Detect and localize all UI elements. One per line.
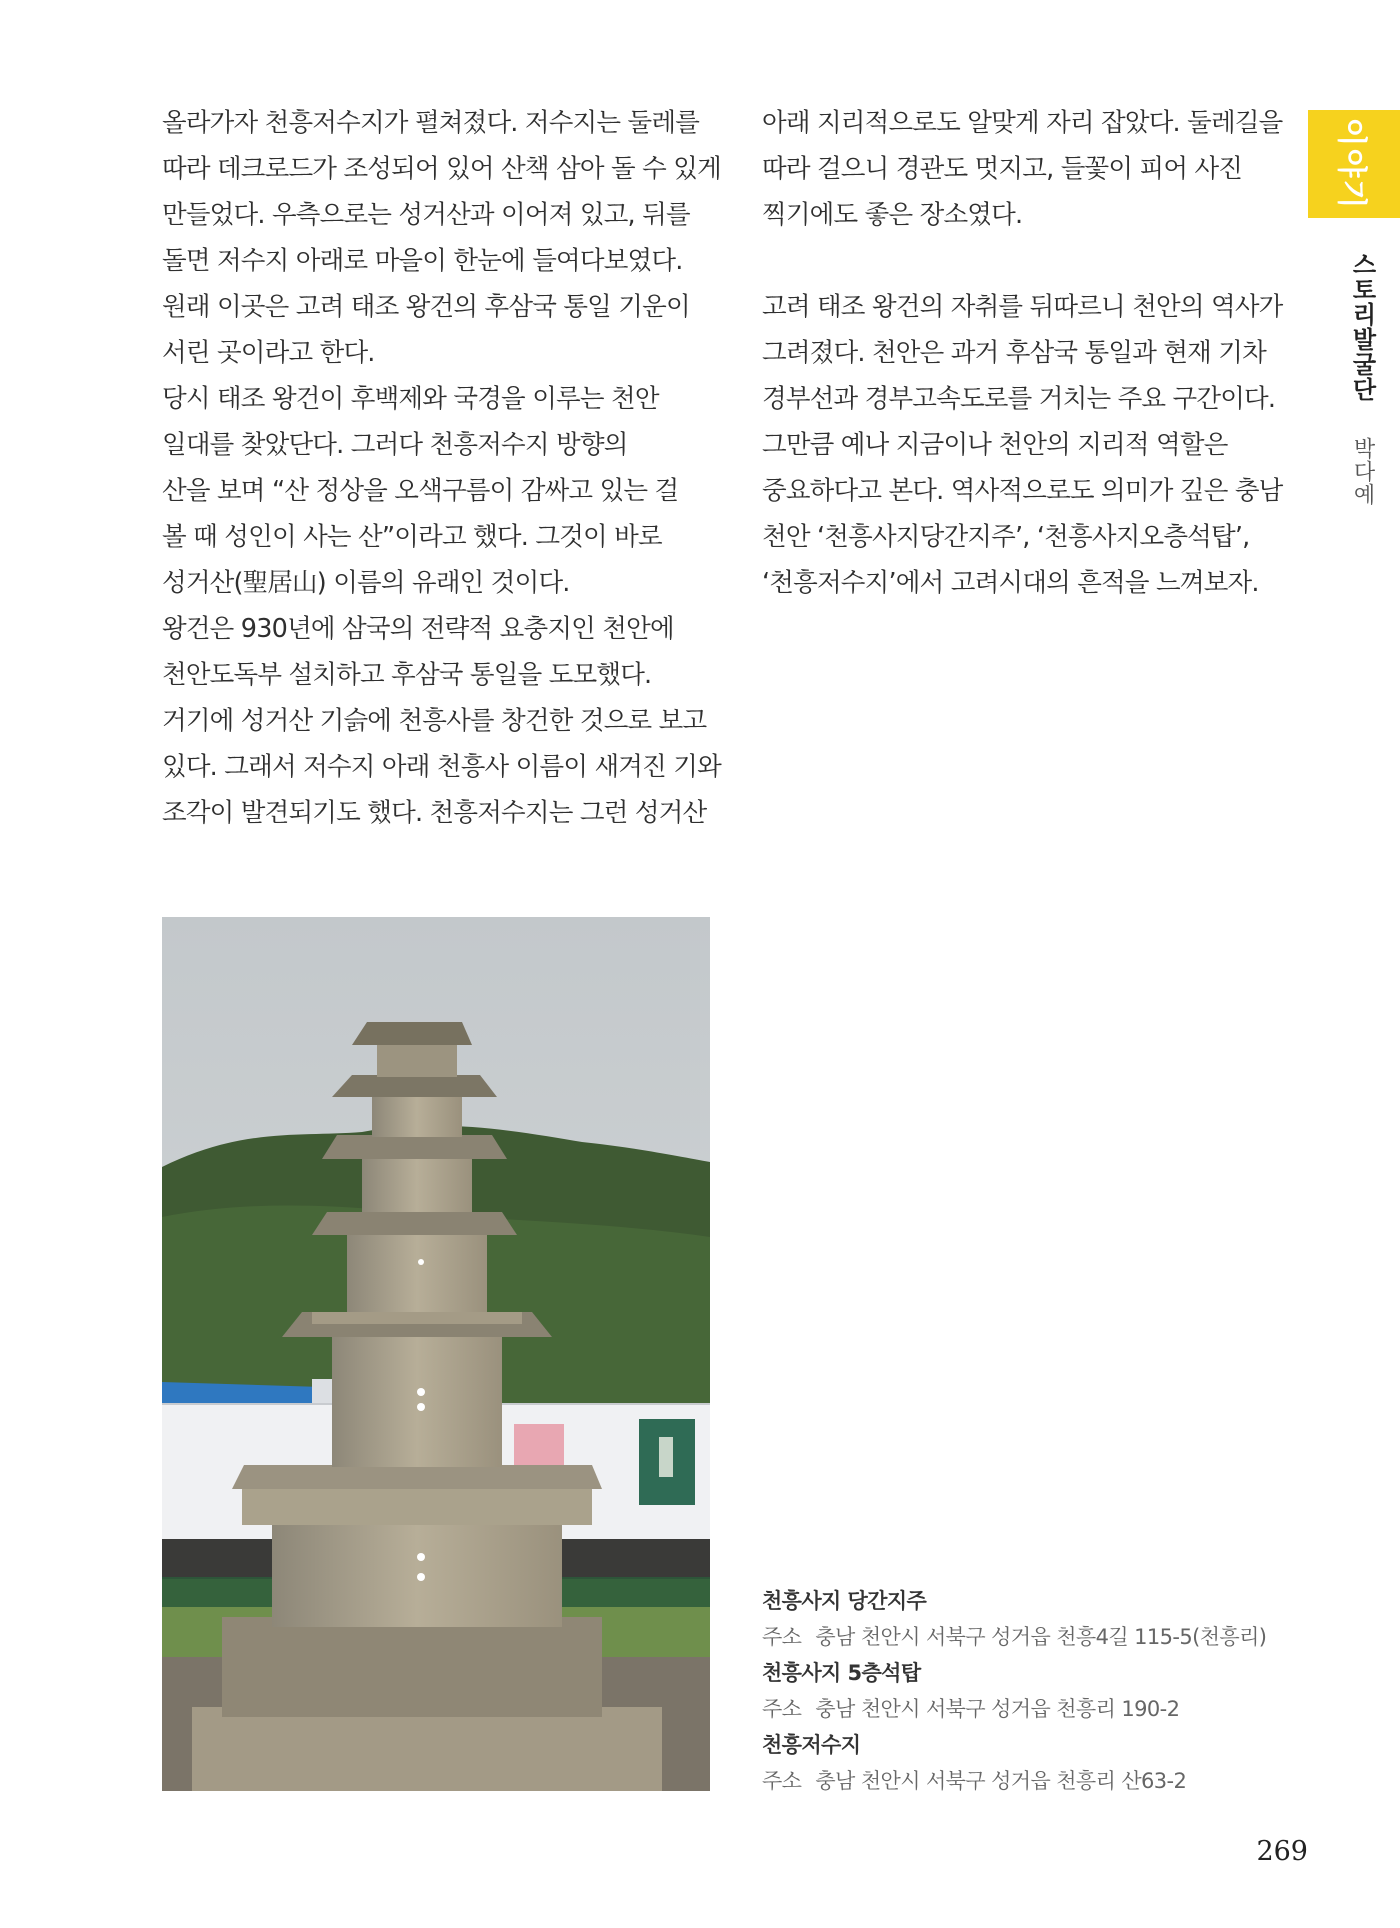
paragraph-gap (762, 238, 1282, 284)
address-label: 주소 (762, 1625, 802, 1649)
pagoda-base (192, 1707, 662, 1791)
place-address (762, 1763, 1322, 1799)
author-name: 박다예 (1350, 436, 1375, 506)
text-line: 천안 ‘천흥사지당간지주’, ‘천흥사지오층석탑’, (762, 522, 1250, 552)
section-side-label (1330, 252, 1380, 506)
left-text-column (162, 100, 722, 836)
text-line: 원래 이곳은 고려 태조 왕건의 후삼국 통일 기운이 (162, 292, 690, 322)
text-line: 있다. 그래서 저수지 아래 천흥사 이름이 새겨진 기와 (162, 752, 721, 782)
text-line: 산을 보며 “산 정상을 오색구름이 감싸고 있는 걸 (162, 476, 679, 506)
place-name: 천흥사지 당간지주 (762, 1589, 927, 1613)
address-label: 주소 (762, 1769, 802, 1793)
text-line: 그려졌다. 천안은 과거 후삼국 통일과 현재 기차 (762, 338, 1266, 368)
address-value: 충남 천안시 서북구 성거읍 천흥4길 115-5(천흥리) (815, 1625, 1267, 1649)
right-text-column (762, 100, 1282, 606)
place-name: 천흥사지 5층석탑 (762, 1661, 921, 1685)
site-info (762, 1583, 1322, 1799)
text-line: 만들었다. 우측으로는 성거산과 이어져 있고, 뒤를 (162, 200, 690, 230)
text-line: 고려 태조 왕건의 자취를 뒤따르니 천안의 역사가 (762, 292, 1283, 322)
place-address (762, 1691, 1322, 1727)
text-line: 아래 지리적으로도 알맞게 자리 잡았다. 둘레길을 (762, 108, 1283, 138)
address-value: 충남 천안시 서북구 성거읍 천흥리 산63-2 (815, 1769, 1187, 1793)
text-line: 볼 때 성인이 사는 산”이라고 했다. 그것이 바로 (162, 522, 662, 552)
text-line: 따라 걸으니 경관도 멋지고, 들꽃이 피어 사진 (762, 154, 1243, 184)
section-tab (1308, 110, 1400, 218)
text-line: ‘천흥저수지’에서 고려시대의 흔적을 느껴보자. (762, 568, 1259, 598)
text-line: 서린 곳이라고 한다. (162, 338, 375, 368)
address-value: 충남 천안시 서북구 성거읍 천흥리 190-2 (815, 1697, 1180, 1721)
text-line: 그만큼 예나 지금이나 천안의 지리적 역할은 (762, 430, 1228, 460)
pagoda-illustration (162, 917, 710, 1791)
text-line: 조각이 발견되기도 했다. 천흥저수지는 그런 성거산 (162, 798, 707, 828)
text-line: 성거산(聖居山) 이름의 유래인 것이다. (162, 568, 570, 598)
page-number: 269 (1256, 1836, 1308, 1867)
pagoda-photo (162, 917, 710, 1791)
text-line: 따라 데크로드가 조성되어 있어 산책 삼아 돌 수 있게 (162, 154, 721, 184)
place-address (762, 1619, 1322, 1655)
section-title: 스토리발굴단 (1348, 252, 1376, 402)
text-line: 왕건은 930년에 삼국의 전략적 요충지인 천안에 (162, 614, 674, 644)
text-line: 중요하다고 본다. 역사적으로도 의미가 깊은 충남 (762, 476, 1283, 506)
text-line: 거기에 성거산 기슭에 천흥사를 창건한 것으로 보고 (162, 706, 707, 736)
section-tab-label: 이야기 (1333, 117, 1369, 211)
text-line: 일대를 찾았단다. 그러다 천흥저수지 방향의 (162, 430, 628, 460)
text-line: 찍기에도 좋은 장소였다. (762, 200, 1023, 230)
place-name: 천흥저수지 (762, 1733, 861, 1757)
text-line: 당시 태조 왕건이 후백제와 국경을 이루는 천안 (162, 384, 659, 414)
address-label: 주소 (762, 1697, 802, 1721)
text-line: 경부선과 경부고속도로를 거치는 주요 구간이다. (762, 384, 1276, 414)
text-line: 올라가자 천흥저수지가 펼쳐졌다. 저수지는 둘레를 (162, 108, 700, 138)
text-line: 돌면 저수지 아래로 마을이 한눈에 들여다보였다. (162, 246, 683, 276)
text-line: 천안도독부 설치하고 후삼국 통일을 도모했다. (162, 660, 652, 690)
